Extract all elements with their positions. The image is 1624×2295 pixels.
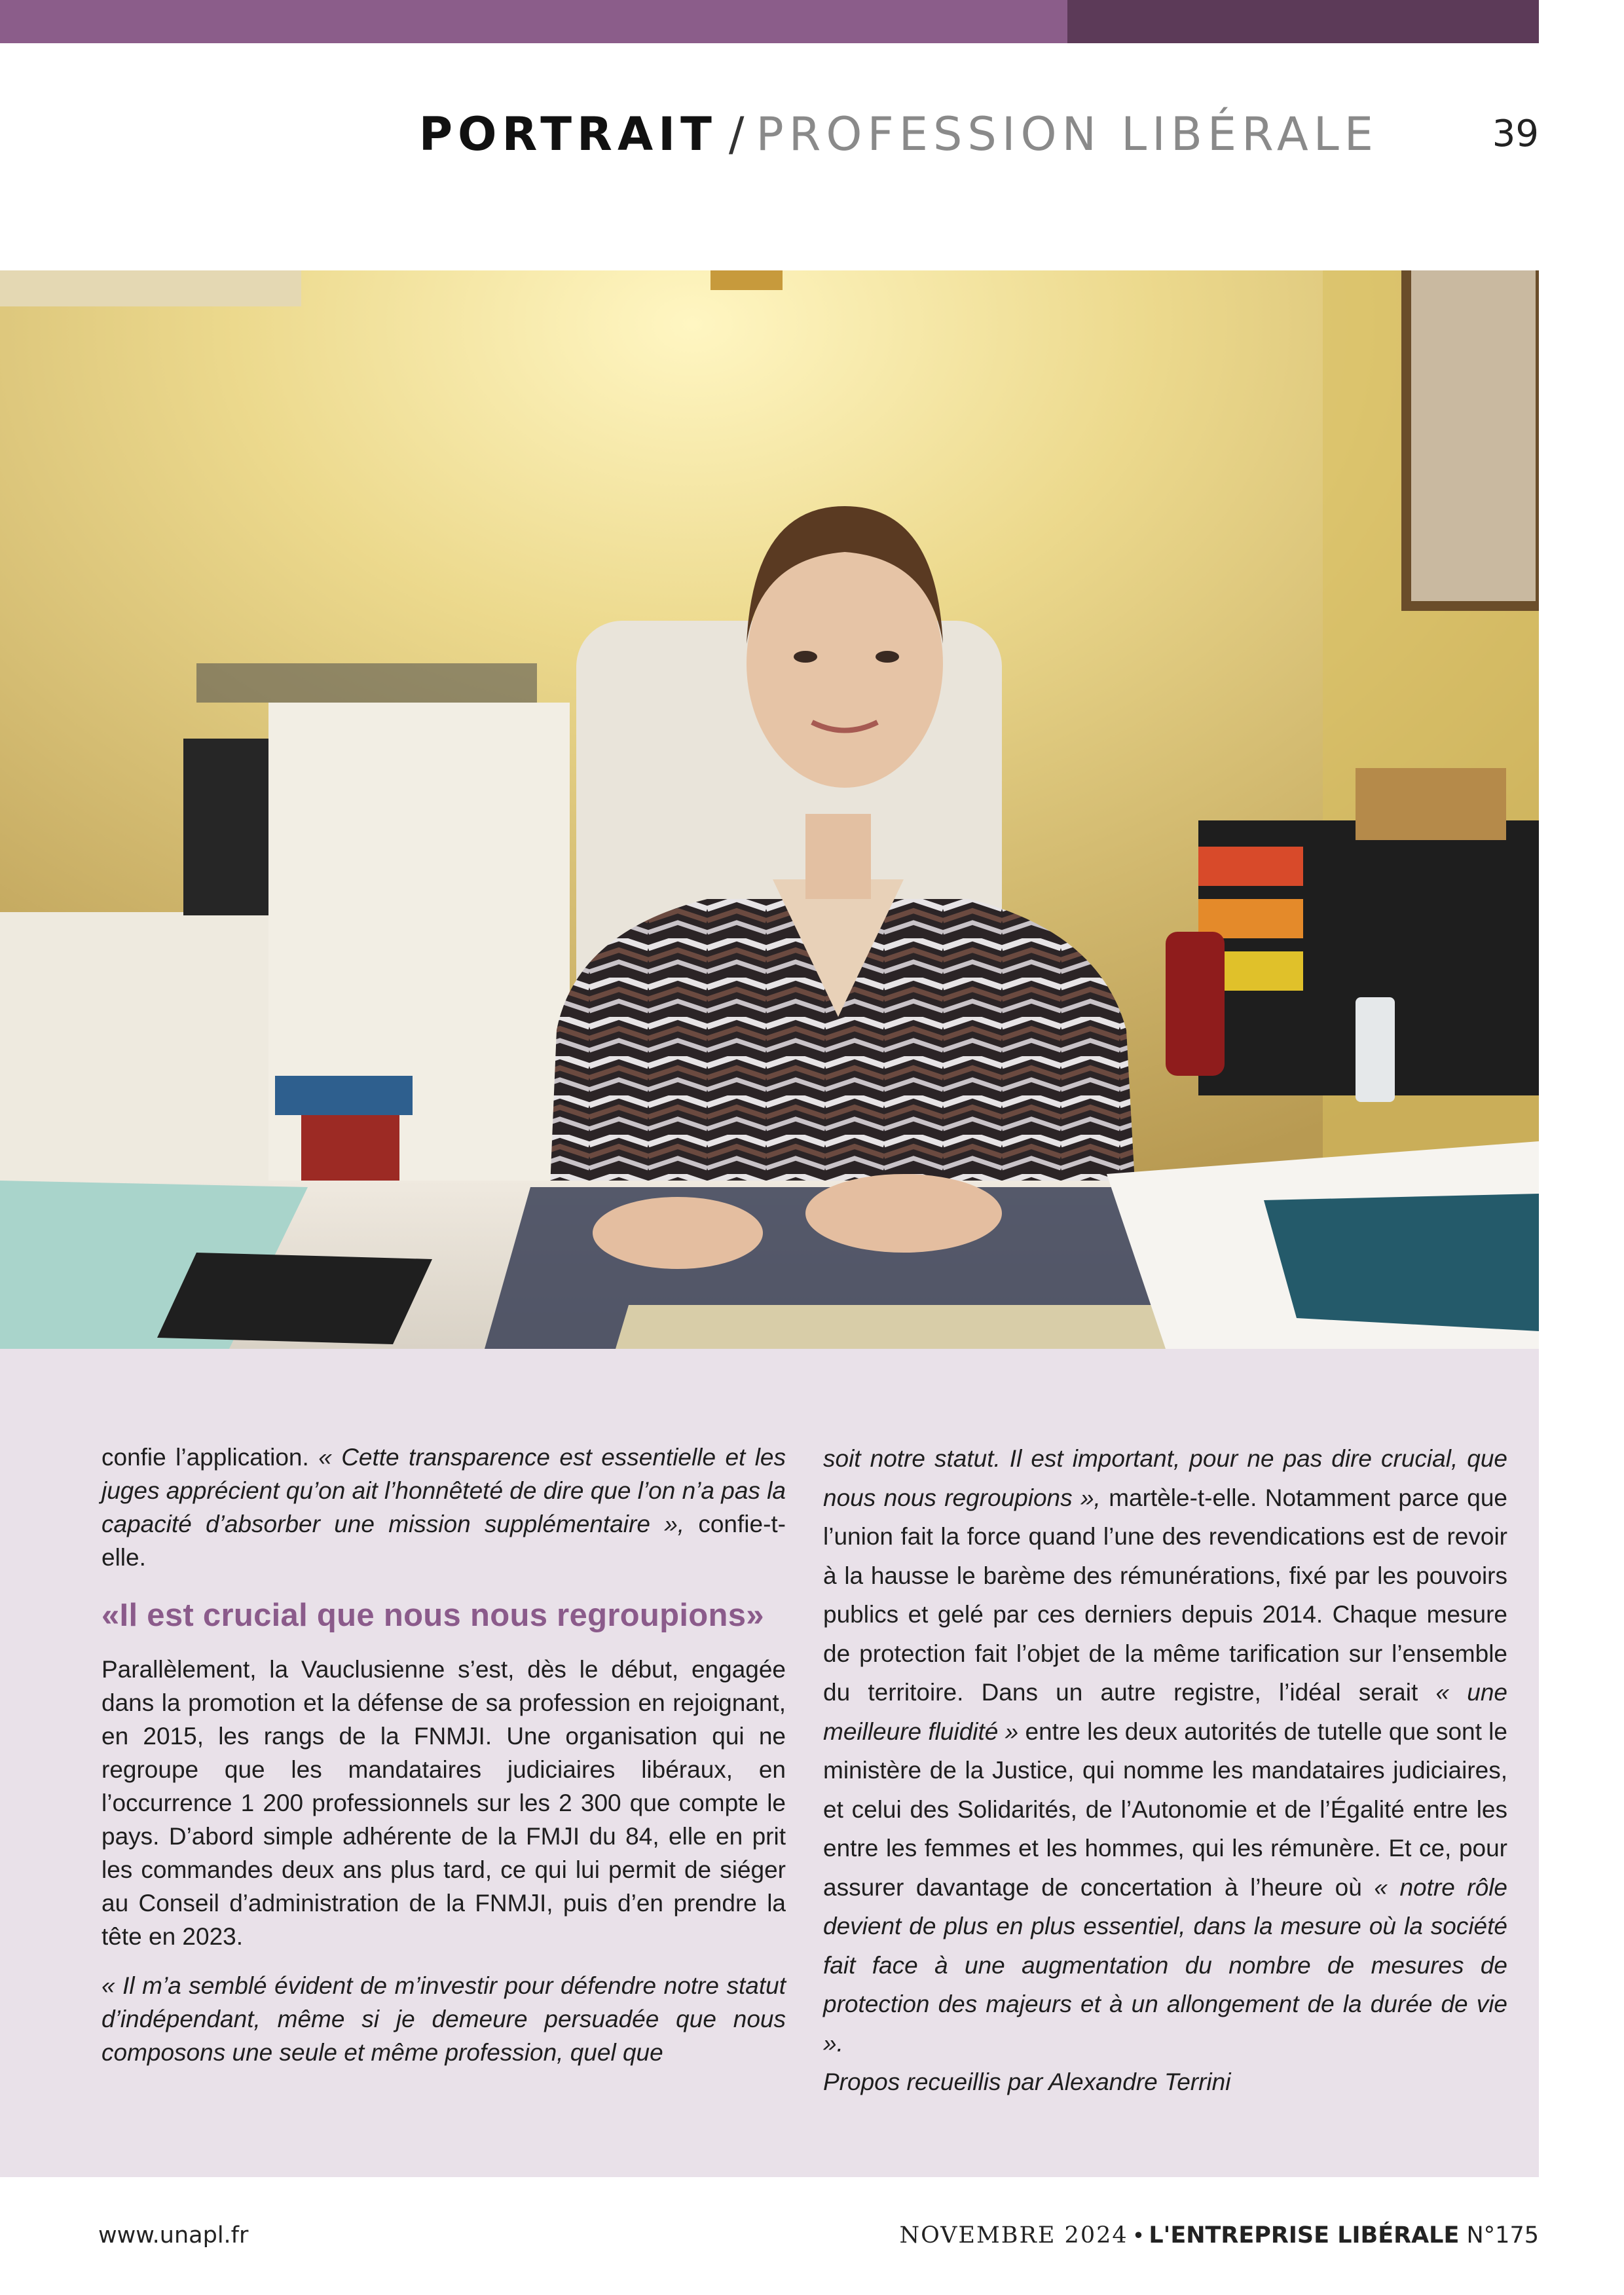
page-footer	[0, 2207, 1539, 2259]
article-body	[0, 1349, 1539, 2177]
footer-separator: •	[1128, 2222, 1149, 2248]
p1-quote: « Cette transparence est essentielle et les juges apprécient qu’on ait l’honnêteté de dire que l’on n’a pas la capacité d’absorber une mission supplémentaire »,	[101, 1444, 786, 1537]
p4-quote-e: « notre rôle devient de plus en plus essentiel, dans la mesure où la société fait face à une augmentation du nombre de mesures de protection des majeurs et à un allongement de la durée de vie ».	[823, 1873, 1508, 2057]
p4-quote-a: soit notre statut. Il est important, pour ne pas dire crucial, que nous nous regroupions »,	[823, 1445, 1507, 1511]
p4-quote-c: « une meilleure fluidité »	[823, 1679, 1507, 1745]
paragraph-4	[823, 1439, 1507, 2063]
author-signature: Propos recueillis par Alexandre Terrini	[823, 2068, 1231, 2095]
portrait-photo	[0, 270, 1539, 1349]
p1-text-a: confie l’application.	[101, 1444, 319, 1471]
p1-text-c: confie-t-elle.	[101, 1511, 786, 1571]
article-column-left	[101, 1441, 786, 2085]
website-url[interactable]: www.unapl.fr	[98, 2222, 249, 2249]
p4-text-b: martèle-t-elle. Notamment parce que l’union fait la force quand l’une des revendications est de revoir à la hausse le barème des rémunérations, fixé par les pouvoirs publics et gelé par ces derniers depuis 2014. Chaque mesure de protection fait l’objet de la même tarification sur l’ensemble du territoire. Dans un autre registre, l’idéal serait	[823, 1484, 1508, 1706]
section-title-strong: PORTRAIT	[418, 107, 717, 161]
section-title-light: PROFESSION LIBÉRALE	[756, 107, 1378, 161]
paragraph-1	[101, 1441, 786, 1574]
section-title-slash: /	[728, 107, 745, 161]
issue-date: NOVEMBRE 2024	[899, 2222, 1128, 2249]
page-number: 39	[1492, 113, 1539, 155]
issue-number: N°175	[1459, 2222, 1539, 2249]
article-column-right	[823, 1439, 1507, 2102]
p4-text-d: entre les deux autorités de tutelle que sont le ministère de la Justice, qui nomme les mandataires judiciaires, et celui des Solidarités, de l’Autonomie et de l’Égalité entre les entre les femmes et les hommes, qui les rémunère. Et ce, pour assurer davantage de concertation à l’heure où	[823, 1717, 1507, 1901]
top-color-bar	[0, 0, 1067, 43]
article-subheading: «Il est crucial que nous nous regroupions»	[101, 1598, 764, 1633]
paragraph-2: Parallèlement, la Vauclusienne s’est, dès le début, engagée dans la promotion et la défense de sa profession en rejoignant, en 2015, les rangs de la FNMJI. Une organisation qui ne regroupe que les mandataires judiciaires libéraux, en l’occurrence 1 200 professionnels sur les 2 300 que compte le pays. D’abord simple adhérente de la FMJI du 84, elle en prit les commandes deux ans plus tard, ce qui lui permit de siéger au Conseil d’administration de la FNMJI, puis d’en prendre la tête en 2023.	[101, 1656, 786, 1950]
top-color-bar-dark	[1067, 0, 1539, 43]
p3-quote: « Il m’a semblé évident de m’investir pour défendre notre statut d’indépendant, même si je demeure persuadée que nous composons une seule et même profession, quel que	[101, 1972, 786, 2066]
issue-info	[899, 2222, 1539, 2249]
magazine-name: L'ENTREPRISE LIBÉRALE	[1149, 2222, 1460, 2249]
page-header	[0, 105, 1539, 164]
paragraph-3	[101, 1969, 786, 2069]
section-title	[419, 105, 1378, 164]
